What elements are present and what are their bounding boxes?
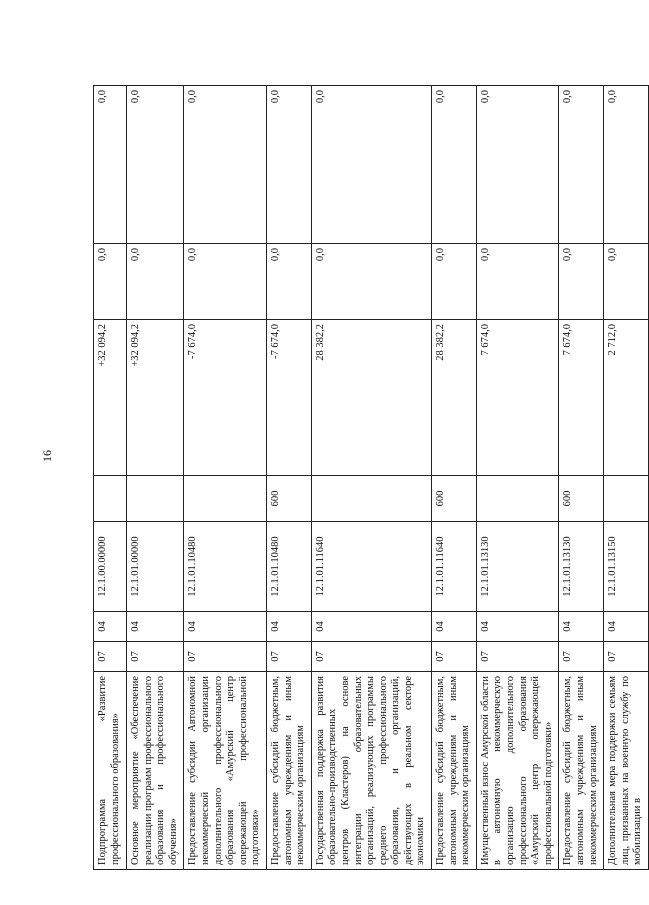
row-amount-3: 0,0 — [311, 86, 431, 244]
row-amount-1: 7 674,0 — [476, 320, 559, 476]
row-section: 07 — [311, 642, 431, 672]
row-section: 07 — [266, 642, 311, 672]
table-row — [476, 86, 559, 870]
table-row — [127, 86, 184, 870]
row-name: Предоставление субсидии Автономной некоммерческой организации дополнительного профессионального образования «Амурский центр опережающей профессиональной подготовки» — [184, 672, 267, 870]
row-expense-type — [184, 476, 267, 522]
row-amount-3: 0,0 — [127, 86, 184, 244]
row-name: Предоставление субсидий бюджетным, автономным учреждениям и иным некоммерческим организациям — [559, 672, 604, 870]
row-name: Дополнительная мера поддержки семьям лиц, призванных на военную службу по мобилизации в — [604, 672, 649, 870]
row-target-code: 12.1.00.00000 — [94, 522, 127, 612]
row-target-code: 12.1.01.00000 — [127, 522, 184, 612]
row-amount-1: 2 712,0 — [604, 320, 649, 476]
row-section: 07 — [559, 642, 604, 672]
row-amount-3: 0,0 — [476, 86, 559, 244]
row-amount-1: +32 094,2 — [127, 320, 184, 476]
row-amount-2: 0,0 — [266, 244, 311, 320]
row-amount-3: 0,0 — [604, 86, 649, 244]
row-section: 07 — [127, 642, 184, 672]
table-row — [184, 86, 267, 870]
row-subsection: 04 — [94, 612, 127, 642]
budget-table — [93, 85, 649, 870]
row-amount-3: 0,0 — [266, 86, 311, 244]
row-name: Предоставление субсидий бюджетным, автономным учреждениям и иным некоммерческим организациям — [266, 672, 311, 870]
row-target-code: 12.1.01.13130 — [559, 522, 604, 612]
row-amount-1: -7 674,0 — [184, 320, 267, 476]
row-amount-1: 28 382,2 — [432, 320, 477, 476]
table-row — [559, 86, 604, 870]
row-section: 07 — [94, 642, 127, 672]
row-amount-2: 0,0 — [559, 244, 604, 320]
row-subsection: 04 — [184, 612, 267, 642]
row-amount-2: 0,0 — [311, 244, 431, 320]
row-amount-1: +32 094,2 — [94, 320, 127, 476]
row-amount-2: 0,0 — [432, 244, 477, 320]
row-target-code: 12.1.01.10480 — [266, 522, 311, 612]
row-section: 07 — [184, 642, 267, 672]
row-amount-1: 28 382,2 — [311, 320, 431, 476]
row-subsection: 04 — [432, 612, 477, 642]
table-row — [311, 86, 431, 870]
row-section: 07 — [476, 642, 559, 672]
row-amount-3: 0,0 — [184, 86, 267, 244]
row-amount-3: 0,0 — [94, 86, 127, 244]
table-row — [432, 86, 477, 870]
row-amount-2: 0,0 — [476, 244, 559, 320]
row-target-code: 12.1.01.11640 — [432, 522, 477, 612]
table-row — [604, 86, 649, 870]
rotated-table-container — [93, 86, 644, 870]
row-expense-type — [604, 476, 649, 522]
table-row — [266, 86, 311, 870]
row-section: 07 — [432, 642, 477, 672]
row-amount-3: 0,0 — [559, 86, 604, 244]
page-number: 16 — [40, 450, 54, 462]
row-amount-2: 0,0 — [604, 244, 649, 320]
row-amount-2: 0,0 — [127, 244, 184, 320]
row-section: 07 — [604, 642, 649, 672]
row-subsection: 04 — [127, 612, 184, 642]
row-amount-1: 7 674,0 — [559, 320, 604, 476]
row-subsection: 04 — [476, 612, 559, 642]
row-amount-2: 0,0 — [184, 244, 267, 320]
row-expense-type — [311, 476, 431, 522]
row-amount-1: -7 674,0 — [266, 320, 311, 476]
table-body — [94, 86, 649, 870]
row-amount-3: 0,0 — [432, 86, 477, 244]
row-name: Имущественный взнос Амурской области в автономную некоммерческую организацию дополнительного профессионального образования «Амурский центр опережающей профессиональной подготовки» — [476, 672, 559, 870]
row-expense-type — [127, 476, 184, 522]
row-target-code: 12.1.01.11640 — [311, 522, 431, 612]
row-expense-type — [476, 476, 559, 522]
row-name: Подпрограмма «Развитие профессионального образования» — [94, 672, 127, 870]
row-expense-type: 600 — [432, 476, 477, 522]
row-subsection: 04 — [604, 612, 649, 642]
row-name: Предоставление субсидий бюджетным, автономным учреждениям и иным некоммерческим организациям — [432, 672, 477, 870]
row-name: Основное мероприятие «Обеспечение реализации программ профессионального образования и профессионального обучения» — [127, 672, 184, 870]
row-name: Государственная поддержка развития образовательно-производственных центров (Кластеров) на основе интеграции образовательных организаций, реализующих программы среднего профессионального образования, и организаций, действующих в реальном секторе экономики — [311, 672, 431, 870]
row-subsection: 04 — [266, 612, 311, 642]
row-target-code: 12.1.01.13150 — [604, 522, 649, 612]
row-subsection: 04 — [311, 612, 431, 642]
row-expense-type: 600 — [266, 476, 311, 522]
row-expense-type: 600 — [559, 476, 604, 522]
row-target-code: 12.1.01.13130 — [476, 522, 559, 612]
row-target-code: 12.1.01.10480 — [184, 522, 267, 612]
row-subsection: 04 — [559, 612, 604, 642]
table-row — [94, 86, 127, 870]
row-amount-2: 0,0 — [94, 244, 127, 320]
row-expense-type — [94, 476, 127, 522]
